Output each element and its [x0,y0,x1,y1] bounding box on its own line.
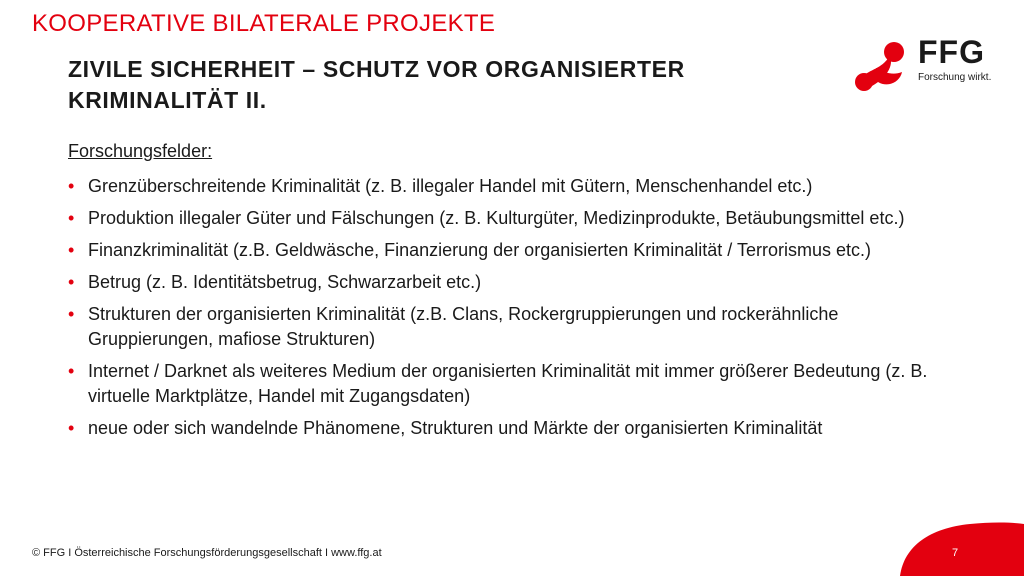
list-item [68,359,968,409]
list-item [68,416,968,441]
list-item-text: Produktion illegaler Güter und Fälschungen (z. B. Kulturgüter, Medizinprodukte, Betäubungsmittel etc.) [88,208,905,228]
bullet-icon: • [68,176,75,196]
section-kicker: KOOPERATIVE BILATERALE PROJEKTE [32,10,496,37]
list-item-text: Internet / Darknet als weiteres Medium der organisierten Kriminalität mit immer größerer Bedeutung (z. B. virtuelle Marktplätze, Handel mit Zugangsdaten) [88,361,928,406]
footer-copyright: © FFG I Österreichische Forschungsförderungsgesellschaft I www.ffg.at [32,547,382,559]
list-item [68,270,968,295]
logo-tagline: Forschung wirkt. [918,72,992,83]
list-item-text: Strukturen der organisierten Kriminalität (z.B. Clans, Rockergruppierungen und rockerähnliche Gruppierungen, mafiose Strukturen) [88,304,839,349]
slide-title: ZIVILE SICHERHEIT – SCHUTZ VOR ORGANISIERTER KRIMINALITÄT II. [68,56,685,113]
bullet-icon: • [68,208,75,228]
list-item [68,302,968,352]
bullet-icon: • [68,304,75,324]
bullet-icon: • [68,240,75,260]
logo-wordmark: FFG [918,34,985,70]
bullet-icon: • [68,418,75,438]
list-item [68,206,968,231]
bullet-icon: • [68,361,75,381]
list-item [68,238,968,263]
bullet-icon: • [68,272,75,292]
list-item-text: Finanzkriminalität (z.B. Geldwäsche, Finanzierung der organisierten Kriminalität / Terrorismus etc.) [88,240,871,260]
research-fields-list [68,174,968,448]
list-item-text: Grenzüberschreitende Kriminalität (z. B. illegaler Handel mit Gütern, Menschenhandel etc.) [88,176,813,196]
list-item-text: neue oder sich wandelnde Phänomene, Strukturen und Märkte der organisierten Kriminalität [88,418,823,438]
list-item [68,174,968,199]
section-subheading: Forschungsfelder: [68,141,213,161]
page-number: 7 [951,547,959,559]
list-item-text: Betrug (z. B. Identitätsbetrug, Schwarzarbeit etc.) [88,272,482,292]
